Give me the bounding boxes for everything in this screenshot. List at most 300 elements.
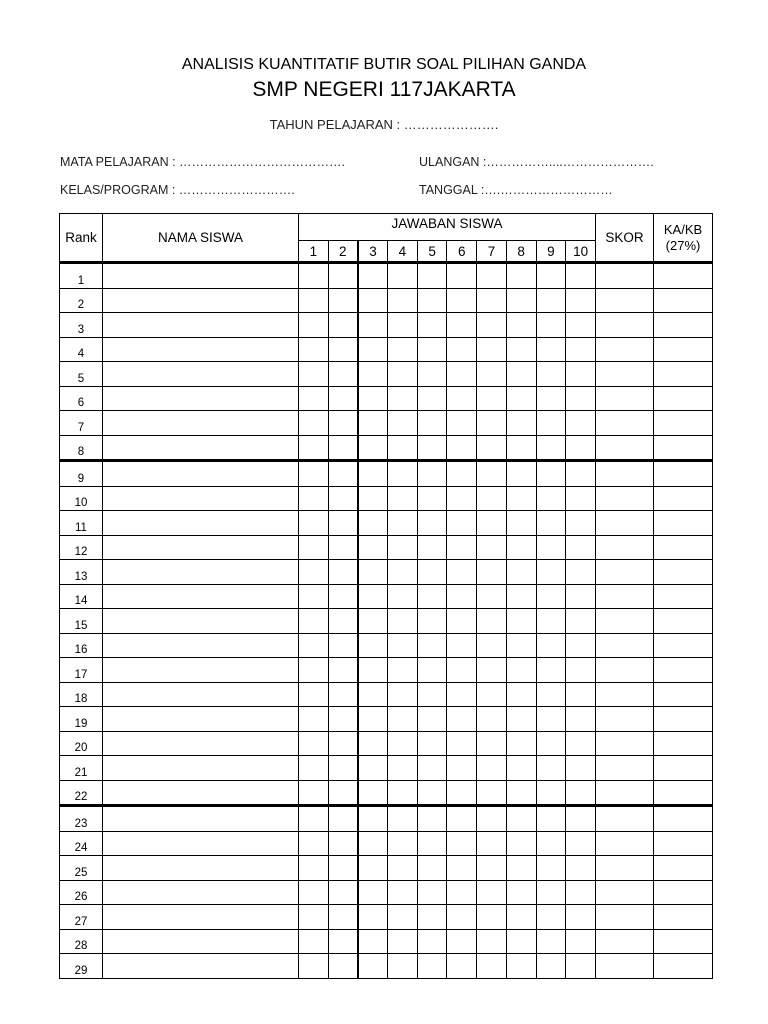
- answer-cell[interactable]: [328, 535, 358, 560]
- answer-cell[interactable]: [477, 658, 507, 683]
- answer-cell[interactable]: [477, 486, 507, 511]
- answer-cell[interactable]: [328, 609, 358, 634]
- score-cell[interactable]: [596, 707, 654, 732]
- answer-cell[interactable]: [536, 560, 566, 585]
- answer-cell[interactable]: [506, 905, 536, 930]
- student-name-cell[interactable]: [103, 560, 299, 585]
- answer-cell[interactable]: [536, 856, 566, 881]
- answer-cell[interactable]: [566, 337, 596, 362]
- answer-cell[interactable]: [417, 313, 447, 338]
- answer-cell[interactable]: [447, 856, 477, 881]
- answer-cell[interactable]: [566, 831, 596, 856]
- answer-cell[interactable]: [299, 682, 329, 707]
- answer-cell[interactable]: [358, 905, 388, 930]
- student-name-cell[interactable]: [103, 263, 299, 289]
- ka-kb-cell[interactable]: [654, 313, 713, 338]
- answer-cell[interactable]: [388, 461, 418, 487]
- answer-cell[interactable]: [417, 831, 447, 856]
- student-name-cell[interactable]: [103, 806, 299, 832]
- ka-kb-cell[interactable]: [654, 831, 713, 856]
- student-name-cell[interactable]: [103, 511, 299, 536]
- answer-cell[interactable]: [358, 288, 388, 313]
- academic-year-field[interactable]: TAHUN PELAJARAN : ………………….: [269, 117, 499, 132]
- answer-cell[interactable]: [417, 560, 447, 585]
- answer-cell[interactable]: [536, 658, 566, 683]
- answer-cell[interactable]: [388, 756, 418, 781]
- answer-cell[interactable]: [477, 856, 507, 881]
- answer-cell[interactable]: [506, 954, 536, 979]
- answer-cell[interactable]: [417, 707, 447, 732]
- ka-kb-cell[interactable]: [654, 929, 713, 954]
- answer-cell[interactable]: [299, 609, 329, 634]
- answer-cell[interactable]: [388, 707, 418, 732]
- answer-cell[interactable]: [299, 707, 329, 732]
- answer-cell[interactable]: [477, 731, 507, 756]
- answer-cell[interactable]: [447, 288, 477, 313]
- answer-cell[interactable]: [388, 609, 418, 634]
- class-program-field[interactable]: KELAS/PROGRAM : ……………………….: [60, 183, 295, 197]
- score-cell[interactable]: [596, 535, 654, 560]
- answer-cell[interactable]: [299, 486, 329, 511]
- student-name-cell[interactable]: [103, 486, 299, 511]
- answer-cell[interactable]: [477, 756, 507, 781]
- answer-cell[interactable]: [447, 929, 477, 954]
- answer-cell[interactable]: [417, 633, 447, 658]
- answer-cell[interactable]: [328, 954, 358, 979]
- answer-cell[interactable]: [417, 880, 447, 905]
- answer-cell[interactable]: [417, 535, 447, 560]
- answer-cell[interactable]: [388, 337, 418, 362]
- student-name-cell[interactable]: [103, 658, 299, 683]
- answer-cell[interactable]: [566, 780, 596, 806]
- answer-cell[interactable]: [477, 831, 507, 856]
- score-cell[interactable]: [596, 288, 654, 313]
- answer-cell[interactable]: [358, 609, 388, 634]
- answer-cell[interactable]: [388, 731, 418, 756]
- answer-cell[interactable]: [536, 954, 566, 979]
- answer-cell[interactable]: [536, 511, 566, 536]
- answer-cell[interactable]: [299, 411, 329, 436]
- answer-cell[interactable]: [506, 780, 536, 806]
- ka-kb-cell[interactable]: [654, 756, 713, 781]
- ka-kb-cell[interactable]: [654, 633, 713, 658]
- answer-cell[interactable]: [566, 435, 596, 461]
- answer-cell[interactable]: [566, 806, 596, 832]
- answer-cell[interactable]: [506, 560, 536, 585]
- answer-cell[interactable]: [447, 756, 477, 781]
- answer-cell[interactable]: [566, 313, 596, 338]
- answer-cell[interactable]: [447, 411, 477, 436]
- student-name-cell[interactable]: [103, 731, 299, 756]
- answer-cell[interactable]: [388, 362, 418, 387]
- answer-cell[interactable]: [447, 435, 477, 461]
- answer-cell[interactable]: [388, 929, 418, 954]
- answer-cell[interactable]: [388, 856, 418, 881]
- answer-cell[interactable]: [506, 411, 536, 436]
- answer-cell[interactable]: [328, 486, 358, 511]
- answer-cell[interactable]: [447, 313, 477, 338]
- answer-cell[interactable]: [536, 609, 566, 634]
- answer-cell[interactable]: [417, 905, 447, 930]
- answer-cell[interactable]: [447, 386, 477, 411]
- answer-cell[interactable]: [417, 658, 447, 683]
- answer-cell[interactable]: [299, 731, 329, 756]
- answer-cell[interactable]: [566, 707, 596, 732]
- answer-cell[interactable]: [536, 313, 566, 338]
- answer-cell[interactable]: [506, 288, 536, 313]
- answer-cell[interactable]: [328, 511, 358, 536]
- answer-cell[interactable]: [388, 386, 418, 411]
- ka-kb-cell[interactable]: [654, 682, 713, 707]
- student-name-cell[interactable]: [103, 831, 299, 856]
- answer-cell[interactable]: [358, 806, 388, 832]
- answer-cell[interactable]: [358, 511, 388, 536]
- student-name-cell[interactable]: [103, 856, 299, 881]
- answer-cell[interactable]: [358, 535, 388, 560]
- answer-cell[interactable]: [388, 288, 418, 313]
- answer-cell[interactable]: [536, 535, 566, 560]
- score-cell[interactable]: [596, 682, 654, 707]
- student-name-cell[interactable]: [103, 682, 299, 707]
- answer-cell[interactable]: [299, 263, 329, 289]
- student-name-cell[interactable]: [103, 435, 299, 461]
- answer-cell[interactable]: [388, 880, 418, 905]
- answer-cell[interactable]: [417, 756, 447, 781]
- answer-cell[interactable]: [328, 905, 358, 930]
- answer-cell[interactable]: [536, 486, 566, 511]
- score-cell[interactable]: [596, 486, 654, 511]
- ka-kb-cell[interactable]: [654, 263, 713, 289]
- answer-cell[interactable]: [417, 288, 447, 313]
- score-cell[interactable]: [596, 461, 654, 487]
- answer-cell[interactable]: [566, 682, 596, 707]
- answer-cell[interactable]: [388, 954, 418, 979]
- ka-kb-cell[interactable]: [654, 658, 713, 683]
- exam-field[interactable]: ULANGAN :……………....………………….: [419, 155, 654, 169]
- answer-cell[interactable]: [417, 856, 447, 881]
- answer-cell[interactable]: [328, 362, 358, 387]
- answer-cell[interactable]: [417, 386, 447, 411]
- answer-cell[interactable]: [536, 288, 566, 313]
- answer-cell[interactable]: [477, 461, 507, 487]
- answer-cell[interactable]: [328, 856, 358, 881]
- answer-cell[interactable]: [536, 682, 566, 707]
- score-cell[interactable]: [596, 511, 654, 536]
- answer-cell[interactable]: [536, 584, 566, 609]
- answer-cell[interactable]: [477, 880, 507, 905]
- answer-cell[interactable]: [358, 313, 388, 338]
- answer-cell[interactable]: [299, 658, 329, 683]
- student-name-cell[interactable]: [103, 780, 299, 806]
- student-name-cell[interactable]: [103, 609, 299, 634]
- answer-cell[interactable]: [358, 486, 388, 511]
- answer-cell[interactable]: [447, 954, 477, 979]
- student-name-cell[interactable]: [103, 633, 299, 658]
- answer-cell[interactable]: [566, 856, 596, 881]
- answer-cell[interactable]: [328, 584, 358, 609]
- answer-cell[interactable]: [506, 756, 536, 781]
- score-cell[interactable]: [596, 609, 654, 634]
- answer-cell[interactable]: [506, 435, 536, 461]
- answer-cell[interactable]: [566, 584, 596, 609]
- answer-cell[interactable]: [566, 511, 596, 536]
- answer-cell[interactable]: [417, 682, 447, 707]
- student-name-cell[interactable]: [103, 954, 299, 979]
- answer-cell[interactable]: [506, 856, 536, 881]
- answer-cell[interactable]: [566, 411, 596, 436]
- answer-cell[interactable]: [477, 313, 507, 338]
- answer-cell[interactable]: [566, 954, 596, 979]
- ka-kb-cell[interactable]: [654, 880, 713, 905]
- answer-cell[interactable]: [477, 263, 507, 289]
- answer-cell[interactable]: [506, 535, 536, 560]
- answer-cell[interactable]: [536, 780, 566, 806]
- answer-cell[interactable]: [536, 337, 566, 362]
- answer-cell[interactable]: [566, 386, 596, 411]
- answer-cell[interactable]: [417, 411, 447, 436]
- answer-cell[interactable]: [447, 780, 477, 806]
- answer-cell[interactable]: [388, 263, 418, 289]
- answer-cell[interactable]: [477, 511, 507, 536]
- answer-cell[interactable]: [388, 806, 418, 832]
- answer-cell[interactable]: [477, 584, 507, 609]
- answer-cell[interactable]: [566, 362, 596, 387]
- answer-cell[interactable]: [328, 386, 358, 411]
- score-cell[interactable]: [596, 731, 654, 756]
- ka-kb-cell[interactable]: [654, 707, 713, 732]
- answer-cell[interactable]: [506, 658, 536, 683]
- answer-cell[interactable]: [299, 856, 329, 881]
- student-name-cell[interactable]: [103, 386, 299, 411]
- student-name-cell[interactable]: [103, 929, 299, 954]
- answer-cell[interactable]: [358, 856, 388, 881]
- answer-cell[interactable]: [358, 707, 388, 732]
- answer-cell[interactable]: [299, 435, 329, 461]
- answer-cell[interactable]: [417, 731, 447, 756]
- answer-cell[interactable]: [506, 461, 536, 487]
- answer-cell[interactable]: [388, 535, 418, 560]
- answer-cell[interactable]: [447, 806, 477, 832]
- answer-cell[interactable]: [417, 584, 447, 609]
- answer-cell[interactable]: [566, 880, 596, 905]
- answer-cell[interactable]: [299, 880, 329, 905]
- ka-kb-cell[interactable]: [654, 584, 713, 609]
- date-field[interactable]: TANGGAL :….………………………: [419, 183, 613, 197]
- score-cell[interactable]: [596, 831, 654, 856]
- score-cell[interactable]: [596, 560, 654, 585]
- answer-cell[interactable]: [328, 411, 358, 436]
- answer-cell[interactable]: [328, 313, 358, 338]
- answer-cell[interactable]: [506, 929, 536, 954]
- answer-cell[interactable]: [447, 880, 477, 905]
- ka-kb-cell[interactable]: [654, 386, 713, 411]
- answer-cell[interactable]: [536, 756, 566, 781]
- answer-cell[interactable]: [506, 263, 536, 289]
- answer-cell[interactable]: [328, 831, 358, 856]
- student-name-cell[interactable]: [103, 584, 299, 609]
- answer-cell[interactable]: [447, 682, 477, 707]
- answer-cell[interactable]: [506, 386, 536, 411]
- answer-cell[interactable]: [506, 707, 536, 732]
- answer-cell[interactable]: [388, 435, 418, 461]
- answer-cell[interactable]: [447, 633, 477, 658]
- student-name-cell[interactable]: [103, 362, 299, 387]
- ka-kb-cell[interactable]: [654, 905, 713, 930]
- answer-cell[interactable]: [447, 511, 477, 536]
- answer-cell[interactable]: [358, 560, 388, 585]
- answer-cell[interactable]: [299, 313, 329, 338]
- answer-cell[interactable]: [358, 386, 388, 411]
- score-cell[interactable]: [596, 756, 654, 781]
- score-cell[interactable]: [596, 929, 654, 954]
- answer-cell[interactable]: [358, 682, 388, 707]
- answer-cell[interactable]: [299, 461, 329, 487]
- score-cell[interactable]: [596, 386, 654, 411]
- answer-cell[interactable]: [536, 435, 566, 461]
- answer-cell[interactable]: [417, 362, 447, 387]
- answer-cell[interactable]: [447, 731, 477, 756]
- answer-cell[interactable]: [388, 831, 418, 856]
- answer-cell[interactable]: [447, 337, 477, 362]
- answer-cell[interactable]: [299, 905, 329, 930]
- answer-cell[interactable]: [358, 263, 388, 289]
- answer-cell[interactable]: [477, 362, 507, 387]
- answer-cell[interactable]: [388, 905, 418, 930]
- answer-cell[interactable]: [358, 929, 388, 954]
- answer-cell[interactable]: [566, 535, 596, 560]
- answer-cell[interactable]: [388, 633, 418, 658]
- answer-cell[interactable]: [506, 633, 536, 658]
- answer-cell[interactable]: [536, 929, 566, 954]
- answer-cell[interactable]: [566, 609, 596, 634]
- answer-cell[interactable]: [328, 880, 358, 905]
- answer-cell[interactable]: [328, 288, 358, 313]
- score-cell[interactable]: [596, 880, 654, 905]
- student-name-cell[interactable]: [103, 756, 299, 781]
- answer-cell[interactable]: [417, 461, 447, 487]
- answer-cell[interactable]: [417, 435, 447, 461]
- answer-cell[interactable]: [358, 435, 388, 461]
- ka-kb-cell[interactable]: [654, 806, 713, 832]
- answer-cell[interactable]: [447, 707, 477, 732]
- answer-cell[interactable]: [358, 584, 388, 609]
- answer-cell[interactable]: [477, 560, 507, 585]
- answer-cell[interactable]: [536, 362, 566, 387]
- answer-cell[interactable]: [566, 929, 596, 954]
- answer-cell[interactable]: [536, 806, 566, 832]
- answer-cell[interactable]: [388, 658, 418, 683]
- score-cell[interactable]: [596, 658, 654, 683]
- answer-cell[interactable]: [358, 756, 388, 781]
- answer-cell[interactable]: [299, 584, 329, 609]
- ka-kb-cell[interactable]: [654, 780, 713, 806]
- answer-cell[interactable]: [506, 806, 536, 832]
- answer-cell[interactable]: [536, 633, 566, 658]
- answer-cell[interactable]: [299, 806, 329, 832]
- answer-cell[interactable]: [506, 362, 536, 387]
- answer-cell[interactable]: [477, 288, 507, 313]
- answer-cell[interactable]: [299, 535, 329, 560]
- answer-cell[interactable]: [536, 905, 566, 930]
- answer-cell[interactable]: [506, 609, 536, 634]
- answer-cell[interactable]: [388, 780, 418, 806]
- answer-cell[interactable]: [536, 707, 566, 732]
- answer-cell[interactable]: [447, 486, 477, 511]
- answer-cell[interactable]: [299, 780, 329, 806]
- answer-cell[interactable]: [536, 731, 566, 756]
- answer-cell[interactable]: [447, 609, 477, 634]
- subject-field[interactable]: MATA PELAJARAN : ………………………………….: [60, 155, 345, 169]
- score-cell[interactable]: [596, 633, 654, 658]
- answer-cell[interactable]: [477, 535, 507, 560]
- answer-cell[interactable]: [447, 461, 477, 487]
- answer-cell[interactable]: [417, 954, 447, 979]
- answer-cell[interactable]: [566, 633, 596, 658]
- student-name-cell[interactable]: [103, 535, 299, 560]
- score-cell[interactable]: [596, 856, 654, 881]
- answer-cell[interactable]: [477, 609, 507, 634]
- answer-cell[interactable]: [417, 806, 447, 832]
- answer-cell[interactable]: [477, 780, 507, 806]
- score-cell[interactable]: [596, 780, 654, 806]
- answer-cell[interactable]: [358, 658, 388, 683]
- answer-cell[interactable]: [328, 263, 358, 289]
- answer-cell[interactable]: [358, 954, 388, 979]
- answer-cell[interactable]: [477, 411, 507, 436]
- answer-cell[interactable]: [417, 929, 447, 954]
- answer-cell[interactable]: [299, 362, 329, 387]
- answer-cell[interactable]: [566, 731, 596, 756]
- answer-cell[interactable]: [506, 731, 536, 756]
- answer-cell[interactable]: [417, 511, 447, 536]
- ka-kb-cell[interactable]: [654, 435, 713, 461]
- ka-kb-cell[interactable]: [654, 954, 713, 979]
- answer-cell[interactable]: [328, 461, 358, 487]
- answer-cell[interactable]: [566, 756, 596, 781]
- student-name-cell[interactable]: [103, 461, 299, 487]
- answer-cell[interactable]: [388, 682, 418, 707]
- answer-cell[interactable]: [328, 658, 358, 683]
- answer-cell[interactable]: [417, 337, 447, 362]
- answer-cell[interactable]: [299, 929, 329, 954]
- answer-cell[interactable]: [506, 337, 536, 362]
- answer-cell[interactable]: [536, 411, 566, 436]
- answer-cell[interactable]: [328, 633, 358, 658]
- ka-kb-cell[interactable]: [654, 731, 713, 756]
- student-name-cell[interactable]: [103, 880, 299, 905]
- score-cell[interactable]: [596, 362, 654, 387]
- answer-cell[interactable]: [299, 756, 329, 781]
- ka-kb-cell[interactable]: [654, 856, 713, 881]
- answer-cell[interactable]: [328, 560, 358, 585]
- answer-cell[interactable]: [447, 905, 477, 930]
- answer-cell[interactable]: [328, 435, 358, 461]
- answer-cell[interactable]: [536, 831, 566, 856]
- student-name-cell[interactable]: [103, 411, 299, 436]
- answer-cell[interactable]: [566, 486, 596, 511]
- ka-kb-cell[interactable]: [654, 337, 713, 362]
- answer-cell[interactable]: [477, 954, 507, 979]
- answer-cell[interactable]: [536, 880, 566, 905]
- answer-cell[interactable]: [358, 633, 388, 658]
- student-name-cell[interactable]: [103, 905, 299, 930]
- answer-cell[interactable]: [566, 263, 596, 289]
- answer-cell[interactable]: [328, 337, 358, 362]
- student-name-cell[interactable]: [103, 288, 299, 313]
- answer-cell[interactable]: [299, 386, 329, 411]
- answer-cell[interactable]: [388, 560, 418, 585]
- answer-cell[interactable]: [358, 731, 388, 756]
